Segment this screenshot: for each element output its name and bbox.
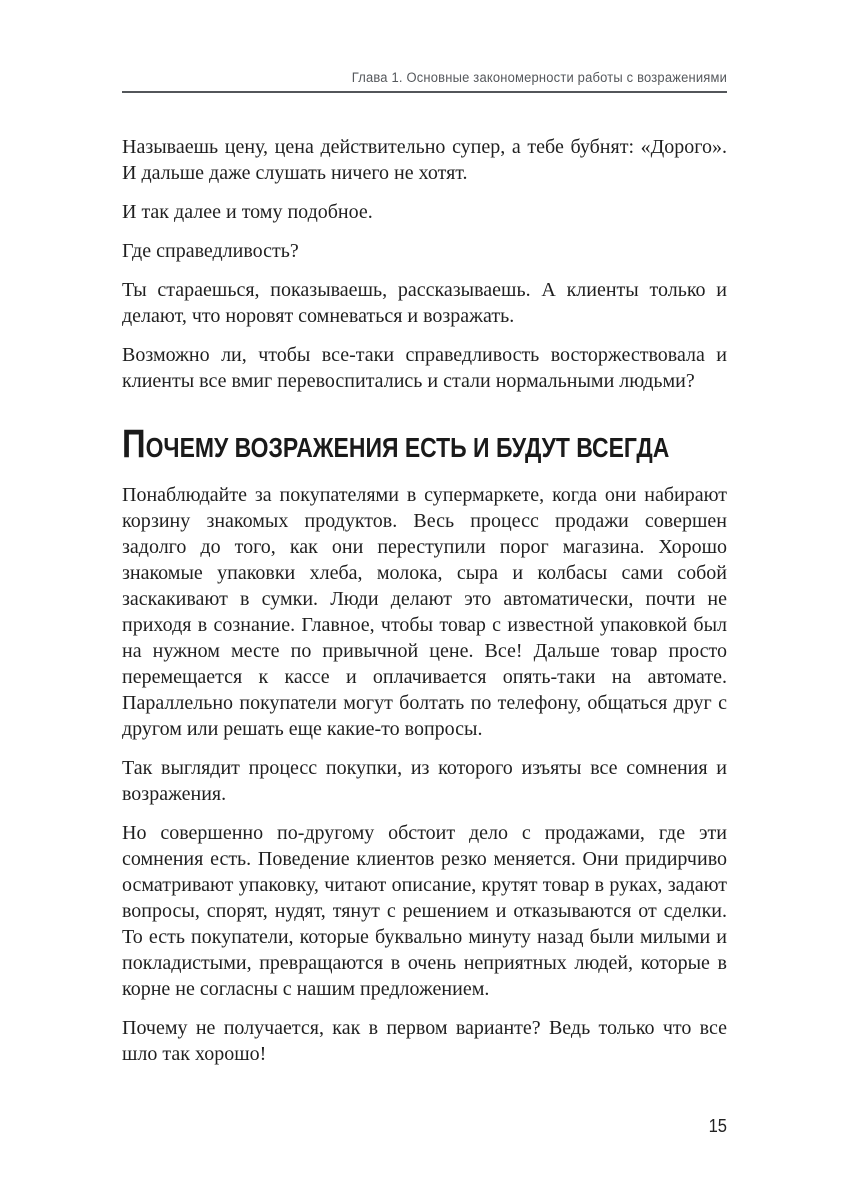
paragraph: Называешь цену, цена действительно супер, а тебе бубнят: «Дорого». И дальше даже слушать ничего не хотят. [122,136,727,184]
chapter-header-text: Глава 1. Основные закономерности работы с возражениями [351,70,727,85]
section-heading-initial: П [122,422,146,466]
paragraph: Ты стараешься, показываешь, рассказываешь. А клиенты только и делают, что норовят сомневаться и возражать. [122,279,727,327]
section-heading-rest: ОЧЕМУ ВОЗРАЖЕНИЯ ЕСТЬ И БУДУТ ВСЕГДА [145,432,670,463]
running-header [122,70,727,93]
paragraph: Понаблюдайте за покупателями в супермаркете, когда они набирают корзину знакомых продуктов. Весь процесс продажи совершен задолго до того, как они переступили порог магазина. Хорошо знакомые упаковки хлеба, молока, сыра и колбасы сами собой заскакивают в сумки. Люди делают это автоматически, почти не приходя в сознание. Главное, чтобы товар с известной упаковкой был на нужном месте по привычной цене. Все! Дальше товар просто перемещается к кассе и оплачивается опять-таки на автомате. Параллельно покупатели могут болтать по телефону, общаться друг с другом или решать еще какие-то вопросы. [122,484,727,740]
paragraph: Но совершенно по-другому обстоит дело с продажами, где эти сомнения есть. Поведение клиентов резко меняется. Они придирчиво осматривают упаковку, читают описание, крутят товар в руках, задают вопросы, спорят, нудят, тянут с решением и отказываются от сделки. То есть покупатели, которые буквально минуту назад были милыми и покладистыми, превращаются в очень неприятных людей, которые в корне не согласны с нашим предложением. [122,822,727,1000]
paragraph: Возможно ли, чтобы все-таки справедливость восторжествовала и клиенты все вмиг перевоспитались и стали нормальными людьми? [122,344,727,392]
page-number: 15 [708,1116,727,1136]
paragraph: Так выглядит процесс покупки, из которого изъяты все сомнения и возражения. [122,757,727,805]
paragraph: Где справедливость? [122,240,299,262]
header-rule [122,91,727,93]
paragraph: Почему не получается, как в первом варианте? Ведь только что все шло так хорошо! [122,1017,727,1065]
paragraph: И так далее и тому подобное. [122,201,373,223]
page-body [122,134,727,1080]
section-heading [122,422,670,466]
